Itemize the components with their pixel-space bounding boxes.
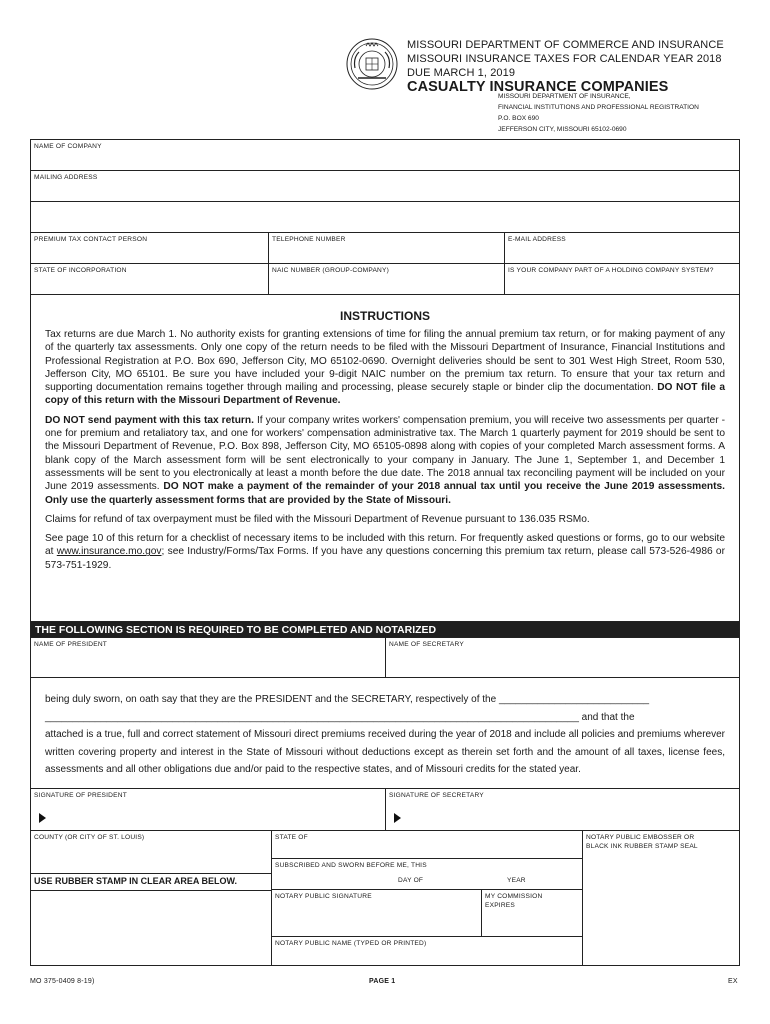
president-signature-field[interactable] [31,789,386,830]
holding-company-field[interactable] [505,264,739,294]
notary-block [31,831,739,965]
naic-number-field[interactable] [269,264,505,294]
instructions-warning: DO NOT send payment with this tax return. [45,414,254,426]
company-name-field[interactable] [31,140,739,170]
day-of-label: DAY OF [398,877,424,884]
naic-number-label: NAIC NUMBER (GROUP-COMPANY) [272,267,390,274]
mailing-address-row-2 [31,202,739,233]
tax-return-form [30,139,740,966]
mailing-address-row [31,171,739,202]
instructions-warning: DO NOT make a payment of the remainder of your 2018 annual tax until you receive the June 2019 assessments. Only use the quarterly assessment forms that are provided by the State of Missouri. [45,481,725,506]
oath-statement [31,678,739,789]
instructions-text: Tax returns are due March 1. No authority exists for granting extensions of time for filing the annual premium tax return, or for making payment of any of the quarterly tax assessments. Only one copy of the return needs to be filed with the Missouri Department of Insurance, Financial Institutions and Professional Registration at P.O. Box 690, Jefferson City, MO 65102-0690. Overnight deliveries should be sent to 301 West High Street, Room 530, Jefferson City, MO 65101. Be sure you have included your 9-digit NAIC number on the premium tax return. To ensure that your tax return and supporting documentation remains together through mailing and processing, please securely staple or binder clip the documentation. [45,329,725,394]
page-title: CASUALTY INSURANCE COMPANIES [407,79,669,95]
oath-body: attached is a true, full and correct statement of Missouri direct premiums received during the year of 2018 and include all policies and premiums wherever written covering property and interest in the State of Missouri without deductions except as therein set forth and the amount of all taxes, license fees, assessments and all other obligations due and/or paid to the respective states, and of Missouri credits for the stated year. [45,729,725,775]
sign-here-arrow-icon [394,813,401,823]
commission-label-line1: MY COMMISSION [485,893,543,900]
instructions-text: ; see Industry/Forms/Tax Forms. If you have any questions concerning this premium tax return, please call 573-526-4986 or 573-751-1929. [45,546,725,571]
form-number: MO 375-0409 8-19) [30,978,95,985]
footer-ex: EX [728,978,738,985]
header-tax-year: MISSOURI INSURANCE TAXES FOR CALENDAR YEAR 2018 [407,53,722,65]
oath-line: being duly sworn, on oath say that they are the PRESIDENT and the SECRETARY, respectively of the ___________________________ [45,694,650,705]
state-of-incorporation-label: STATE OF INCORPORATION [34,267,127,274]
mailing-address-field[interactable] [31,171,739,201]
signatures-row [31,789,739,831]
instructions-paragraph [45,328,725,408]
address-line: P.O. BOX 690 [498,115,539,122]
instructions-text: See page 10 of this return for a checklist of necessary items to be included with this return. For frequently asked questions or forms, go to our website at [45,533,725,558]
mailing-address-block [498,91,699,135]
rubber-stamp-area[interactable] [31,892,271,965]
header-lines [407,38,724,80]
state-of-label: STATE OF [275,834,308,841]
company-name-row [31,140,739,171]
instructions-title: INSTRUCTIONS [340,309,430,323]
county-field[interactable] [31,831,271,874]
embosser-label-line1: NOTARY PUBLIC EMBOSSER OR [586,834,695,841]
county-label: COUNTY (OR CITY OF ST. LOUIS) [34,834,145,841]
president-name-label: NAME OF PRESIDENT [34,641,108,648]
notary-signature-label: NOTARY PUBLIC SIGNATURE [275,893,372,900]
subscribed-sworn-field[interactable] [272,859,582,890]
secretary-signature-field[interactable] [386,789,739,830]
notarized-section-bar: THE FOLLOWING SECTION IS REQUIRED TO BE COMPLETED AND NOTARIZED [31,622,739,638]
notary-seal-area[interactable] [583,831,739,965]
notary-name-label: NOTARY PUBLIC NAME (TYPED OR PRINTED) [275,940,427,947]
address-line: MISSOURI DEPARTMENT OF INSURANCE, [498,93,631,100]
mailing-address-label: MAILING ADDRESS [34,174,98,181]
telephone-label: TELEPHONE NUMBER [272,236,346,243]
mailing-address-field-2[interactable] [31,202,739,232]
county-stamp-column [31,831,272,965]
company-name-label: NAME OF COMPANY [34,143,102,150]
email-field[interactable] [505,233,739,263]
state-of-field[interactable] [272,831,582,859]
secretary-name-label: NAME OF SECRETARY [389,641,464,648]
notary-name-field[interactable] [272,937,582,965]
commission-label-line2: EXPIRES [485,902,515,909]
contact-row [31,233,739,264]
secretary-signature-label: SIGNATURE OF SECRETARY [389,792,484,799]
missouri-state-seal-icon [346,38,398,90]
notary-middle-column [272,831,583,965]
officer-names-row [31,638,739,678]
stamp-instruction-label: USE RUBBER STAMP IN CLEAR AREA BELOW. [34,876,238,886]
instructions-paragraph [45,414,725,507]
stamp-instruction [31,874,271,891]
website-link[interactable]: www.insurance.mo.gov [56,546,162,558]
oath-line: ________________________________________________________________________________________________ and that the [45,711,635,723]
holding-company-label: IS YOUR COMPANY PART OF A HOLDING COMPANY SYSTEM? [508,267,714,274]
instructions-warning: DO NOT file a copy of this return with the Missouri Department of Revenue. [45,382,725,407]
instructions-text: If your company writes workers' compensation premium, you will receive two assessments per quarter - one for premium and retaliatory tax, and one for workers' compensation administrative tax. The March 1 quarterly payment for 2019 should be sent to the Missouri Department of Revenue, P.O. Box 898, Jefferson City, MO 65105-0898 along with copies of your completed March assessment forms. A blank copy of the March assessment form will be sent electronically to your company in January. The June 1, September 1, and December 1 assessments will be sent to you electronically at least a month before the due date. The 2018 annual tax reconciling payment will be included on your June 2019 assessments. [45,414,725,493]
year-label: YEAR [507,877,526,884]
email-label: E-MAIL ADDRESS [508,236,566,243]
header-department: MISSOURI DEPARTMENT OF COMMERCE AND INSURANCE [407,39,724,51]
president-name-field[interactable] [31,638,386,677]
instructions-paragraph [45,532,725,572]
commission-expires-field[interactable] [482,890,583,937]
contact-person-field[interactable] [31,233,269,263]
state-of-incorporation-field[interactable] [31,264,269,294]
page-number: PAGE 1 [369,978,396,985]
incorporation-row [31,264,739,295]
telephone-field[interactable] [269,233,505,263]
contact-person-label: PREMIUM TAX CONTACT PERSON [34,236,148,243]
president-signature-label: SIGNATURE OF PRESIDENT [34,792,127,799]
secretary-name-field[interactable] [386,638,739,677]
header-due-date: DUE MARCH 1, 2019 [407,67,516,79]
sign-here-arrow-icon [39,813,46,823]
address-line: JEFFERSON CITY, MISSOURI 65102-0690 [498,126,627,133]
subscribed-sworn-label: SUBSCRIBED AND SWORN BEFORE ME, THIS [275,862,427,869]
embosser-label-line2: BLACK INK RUBBER STAMP SEAL [586,843,698,850]
instructions-section [31,295,739,622]
address-line: FINANCIAL INSTITUTIONS AND PROFESSIONAL REGISTRATION [498,104,699,111]
instructions-paragraph: Claims for refund of tax overpayment must be filed with the Missouri Department of Revenue pursuant to 136.035 RSMo. [45,513,590,525]
notary-signature-field[interactable] [272,890,482,937]
